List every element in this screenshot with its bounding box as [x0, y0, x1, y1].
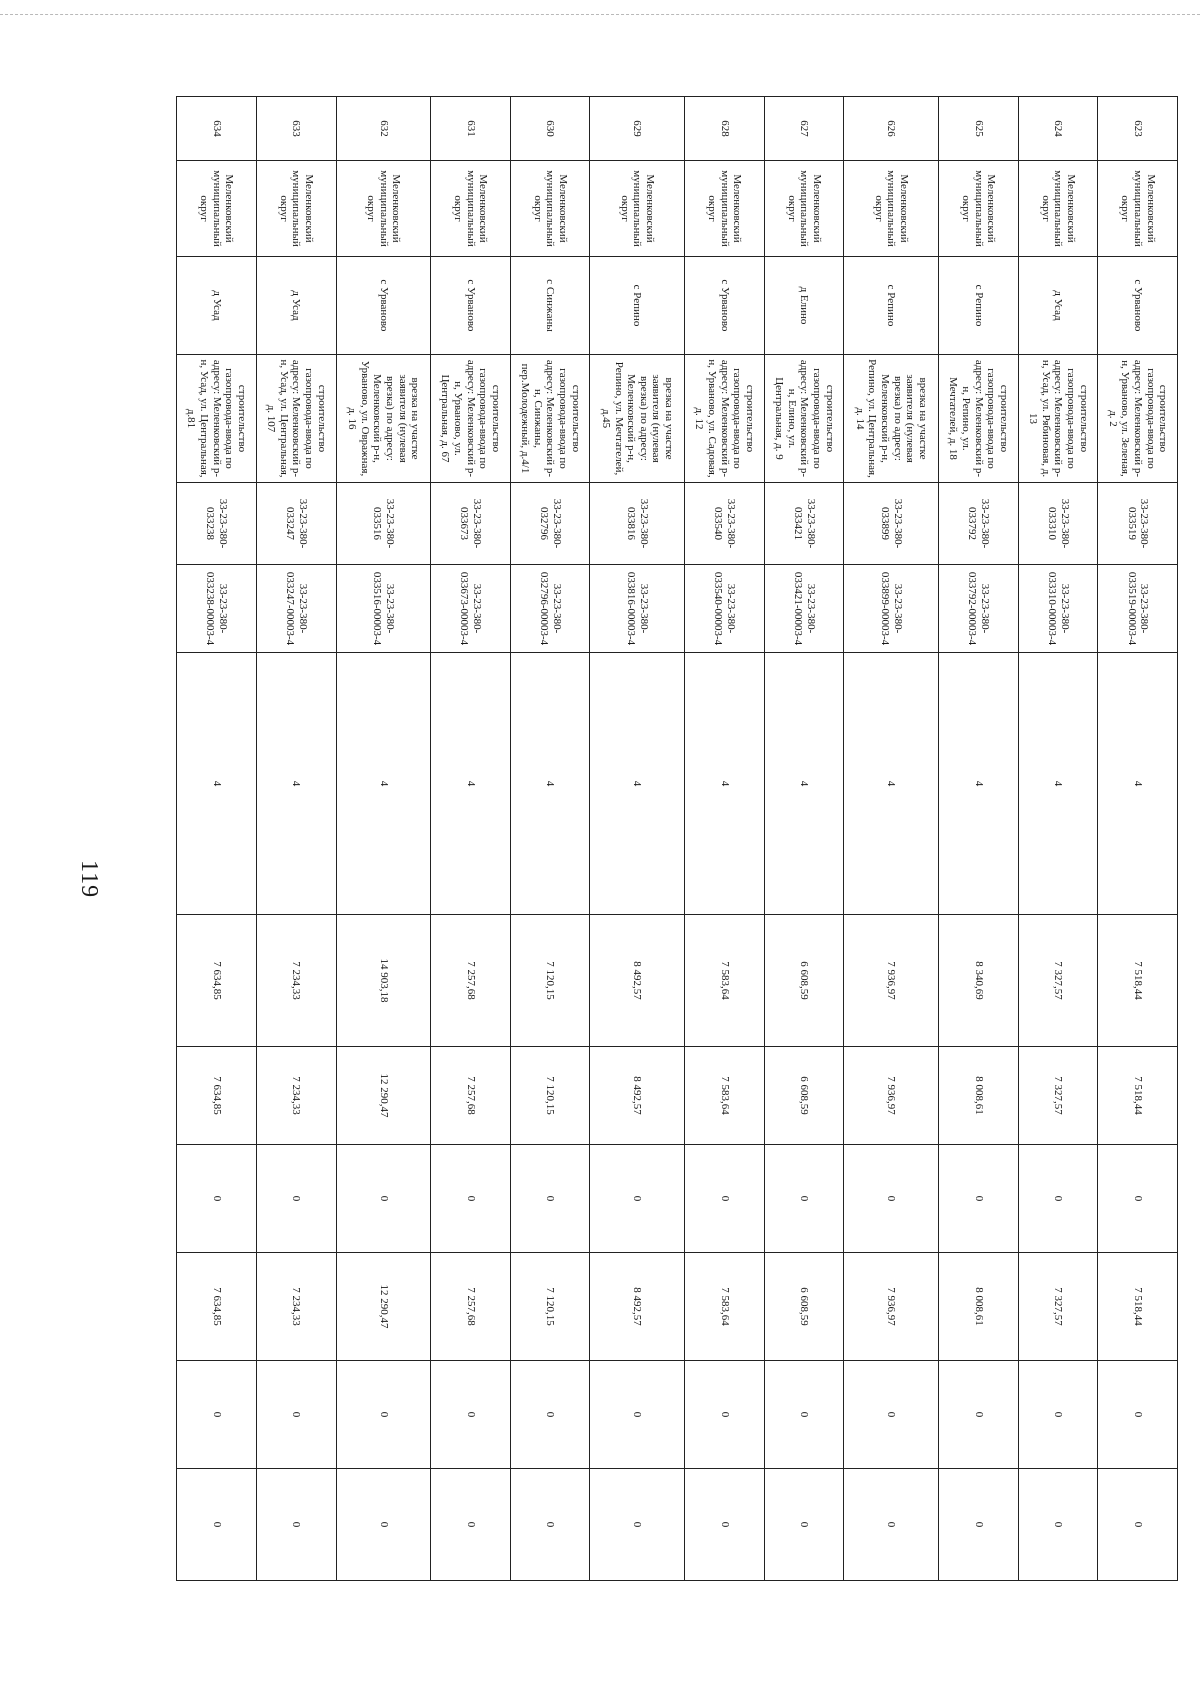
value-1-cell: 7 120,15 — [510, 915, 590, 1047]
table-row — [431, 97, 511, 1581]
value-5-cell: 0 — [938, 1361, 1018, 1469]
value-3-cell: 0 — [431, 1145, 511, 1253]
value-5-cell: 0 — [177, 1361, 257, 1469]
value-3-cell: 0 — [256, 1145, 336, 1253]
value-2-cell: 7 936,97 — [844, 1047, 938, 1145]
municipality-cell: Меленковский муниципальный округ — [764, 161, 844, 257]
object-id-cell: 33-23-380-033516-00003-4 — [336, 565, 430, 653]
value-2-cell: 7 234,33 — [256, 1047, 336, 1145]
work-description-cell: строительство газопровода-ввода по адресу: Меленковский р-н, Урваново, ул. Центральная, д. 67 — [431, 355, 511, 483]
value-3-cell: 0 — [336, 1145, 430, 1253]
value-4-cell: 7 234,33 — [256, 1253, 336, 1361]
table-row — [256, 97, 336, 1581]
value-3-cell: 0 — [684, 1145, 764, 1253]
value-2-cell: 7 257,68 — [431, 1047, 511, 1145]
table-row — [510, 97, 590, 1581]
object-code-cell: 33-23-380-033421 — [764, 483, 844, 565]
object-id-cell: 33-23-380-032796-00003-4 — [510, 565, 590, 653]
municipality-cell: Меленковский муниципальный округ — [256, 161, 336, 257]
row-number-cell: 624 — [1018, 97, 1098, 161]
table-row — [590, 97, 684, 1581]
municipality-cell: Меленковский муниципальный округ — [177, 161, 257, 257]
row-number-cell: 630 — [510, 97, 590, 161]
value-4-cell: 7 327,57 — [1018, 1253, 1098, 1361]
work-description-cell: врезка на участке заявителя (нулевая врезка) по адресу: Меленковский р-н, Репино, ул. Мечтателей, д.45 — [590, 355, 684, 483]
object-id-cell: 33-23-380-033899-00003-4 — [844, 565, 938, 653]
object-code-cell: 33-23-380-033238 — [177, 483, 257, 565]
value-5-cell: 0 — [1098, 1361, 1178, 1469]
value-2-cell: 7 634,85 — [177, 1047, 257, 1145]
value-4-cell: 12 290,47 — [336, 1253, 430, 1361]
value-2-cell: 8 492,57 — [590, 1047, 684, 1145]
row-number-cell: 631 — [431, 97, 511, 161]
object-code-cell: 33-23-380-033816 — [590, 483, 684, 565]
value-4-cell: 6 608,59 — [764, 1253, 844, 1361]
value-1-cell: 7 583,64 — [684, 915, 764, 1047]
table-row — [844, 97, 938, 1581]
category-cell: 4 — [336, 653, 430, 915]
table-wrapper — [176, 96, 1178, 1580]
value-3-cell: 0 — [1098, 1145, 1178, 1253]
value-4-cell: 8 492,57 — [590, 1253, 684, 1361]
value-3-cell: 0 — [1018, 1145, 1098, 1253]
row-number-cell: 628 — [684, 97, 764, 161]
category-cell: 4 — [431, 653, 511, 915]
object-code-cell: 33-23-380-033792 — [938, 483, 1018, 565]
page-number: 119 — [76, 860, 102, 899]
settlement-cell: с Синжаны — [510, 257, 590, 355]
value-2-cell: 7 120,15 — [510, 1047, 590, 1145]
value-6-cell: 0 — [256, 1469, 336, 1581]
object-code-cell: 33-23-380-033247 — [256, 483, 336, 565]
value-5-cell: 0 — [510, 1361, 590, 1469]
value-1-cell: 7 234,33 — [256, 915, 336, 1047]
scan-edge-line — [0, 14, 1200, 15]
settlement-cell: с Урваново — [684, 257, 764, 355]
value-2-cell: 7 583,64 — [684, 1047, 764, 1145]
table-row — [764, 97, 844, 1581]
row-number-cell: 633 — [256, 97, 336, 161]
row-number-cell: 625 — [938, 97, 1018, 161]
value-3-cell: 0 — [177, 1145, 257, 1253]
value-6-cell: 0 — [938, 1469, 1018, 1581]
category-cell: 4 — [684, 653, 764, 915]
value-6-cell: 0 — [336, 1469, 430, 1581]
value-6-cell: 0 — [1098, 1469, 1178, 1581]
table-row — [1098, 97, 1178, 1581]
work-description-cell: строительство газопровода-ввода по адресу: Меленковский р-н, Елино, ул. Центральная, д. 9 — [764, 355, 844, 483]
rotated-table-container — [176, 96, 1178, 1580]
settlement-cell: с Урваново — [336, 257, 430, 355]
category-cell: 4 — [938, 653, 1018, 915]
value-3-cell: 0 — [844, 1145, 938, 1253]
value-6-cell: 0 — [177, 1469, 257, 1581]
object-id-cell: 33-23-380-033310-00003-4 — [1018, 565, 1098, 653]
object-id-cell: 33-23-380-033673-00003-4 — [431, 565, 511, 653]
work-description-cell: строительство газопровода-ввода по адресу: Меленковский р-н, Усад, ул. Рябиновая, д. 13 — [1018, 355, 1098, 483]
value-6-cell: 0 — [764, 1469, 844, 1581]
category-cell: 4 — [510, 653, 590, 915]
value-5-cell: 0 — [844, 1361, 938, 1469]
value-4-cell: 8 008,61 — [938, 1253, 1018, 1361]
settlement-cell: д Усад — [1018, 257, 1098, 355]
settlement-cell: д Елино — [764, 257, 844, 355]
value-4-cell: 7 634,85 — [177, 1253, 257, 1361]
value-5-cell: 0 — [764, 1361, 844, 1469]
value-1-cell: 7 634,85 — [177, 915, 257, 1047]
table-row — [938, 97, 1018, 1581]
value-6-cell: 0 — [844, 1469, 938, 1581]
object-id-cell: 33-23-380-033247-00003-4 — [256, 565, 336, 653]
municipality-cell: Меленковский муниципальный округ — [510, 161, 590, 257]
category-cell: 4 — [177, 653, 257, 915]
municipality-cell: Меленковский муниципальный округ — [336, 161, 430, 257]
row-number-cell: 629 — [590, 97, 684, 161]
category-cell: 4 — [1098, 653, 1178, 915]
work-description-cell: строительство газопровода-ввода по адресу: Меленковский р-н, Репино, ул. Мечтателей, д. 18 — [938, 355, 1018, 483]
row-number-cell: 634 — [177, 97, 257, 161]
category-cell: 4 — [764, 653, 844, 915]
work-description-cell: врезка на участке заявителя (нулевая врезка) по адресу: Меленковский р-н, Урваново, ул. Овражная, д. 16 — [336, 355, 430, 483]
object-id-cell: 33-23-380-033519-00003-4 — [1098, 565, 1178, 653]
value-2-cell: 7 518,44 — [1098, 1047, 1178, 1145]
value-1-cell: 7 936,97 — [844, 915, 938, 1047]
value-1-cell: 7 257,68 — [431, 915, 511, 1047]
work-description-cell: строительство газопровода-ввода по адресу: Меленковский р-н, Усад, ул. Центральная, д. 107 — [256, 355, 336, 483]
table-row — [1018, 97, 1098, 1581]
table-row — [177, 97, 257, 1581]
object-code-cell: 33-23-380-033310 — [1018, 483, 1098, 565]
value-6-cell: 0 — [510, 1469, 590, 1581]
table-row — [684, 97, 764, 1581]
value-6-cell: 0 — [1018, 1469, 1098, 1581]
value-6-cell: 0 — [431, 1469, 511, 1581]
value-2-cell: 12 290,47 — [336, 1047, 430, 1145]
settlement-cell: с Урваново — [431, 257, 511, 355]
object-id-cell: 33-23-380-033816-00003-4 — [590, 565, 684, 653]
row-number-cell: 627 — [764, 97, 844, 161]
municipality-cell: Меленковский муниципальный округ — [938, 161, 1018, 257]
object-id-cell: 33-23-380-033421-00003-4 — [764, 565, 844, 653]
value-4-cell: 7 257,68 — [431, 1253, 511, 1361]
value-5-cell: 0 — [431, 1361, 511, 1469]
object-id-cell: 33-23-380-033540-00003-4 — [684, 565, 764, 653]
value-2-cell: 6 608,59 — [764, 1047, 844, 1145]
category-cell: 4 — [590, 653, 684, 915]
value-5-cell: 0 — [590, 1361, 684, 1469]
row-number-cell: 632 — [336, 97, 430, 161]
municipality-cell: Меленковский муниципальный округ — [590, 161, 684, 257]
settlement-cell: с Репино — [590, 257, 684, 355]
category-cell: 4 — [256, 653, 336, 915]
object-code-cell: 33-23-380-033899 — [844, 483, 938, 565]
work-description-cell: строительство газопровода-ввода по адресу: Меленковский р-н, Урваново, ул. Зеленая, д. 2 — [1098, 355, 1178, 483]
object-code-cell: 33-23-380-033519 — [1098, 483, 1178, 565]
value-3-cell: 0 — [590, 1145, 684, 1253]
work-description-cell: строительство газопровода-ввода по адресу: Меленковский р-н, Синжаны, пер.Молодежный, д.4/1 — [510, 355, 590, 483]
work-description-cell: строительство газопровода-ввода по адресу: Меленковский р-н, Урваново, ул. Садовая, д. 12 — [684, 355, 764, 483]
category-cell: 4 — [844, 653, 938, 915]
value-3-cell: 0 — [938, 1145, 1018, 1253]
value-4-cell: 7 518,44 — [1098, 1253, 1178, 1361]
row-number-cell: 623 — [1098, 97, 1178, 161]
settlement-cell: с Репино — [938, 257, 1018, 355]
work-description-cell: строительство газопровода-ввода по адресу: Меленковский р-н, Усад, ул. Центральная, д.81 — [177, 355, 257, 483]
value-6-cell: 0 — [590, 1469, 684, 1581]
value-6-cell: 0 — [684, 1469, 764, 1581]
value-4-cell: 7 583,64 — [684, 1253, 764, 1361]
object-code-cell: 33-23-380-033516 — [336, 483, 430, 565]
object-id-cell: 33-23-380-033238-00003-4 — [177, 565, 257, 653]
municipality-cell: Меленковский муниципальный округ — [1018, 161, 1098, 257]
category-cell: 4 — [1018, 653, 1098, 915]
value-2-cell: 8 008,61 — [938, 1047, 1018, 1145]
object-code-cell: 33-23-380-032796 — [510, 483, 590, 565]
value-5-cell: 0 — [1018, 1361, 1098, 1469]
value-1-cell: 7 518,44 — [1098, 915, 1178, 1047]
value-2-cell: 7 327,57 — [1018, 1047, 1098, 1145]
row-number-cell: 626 — [844, 97, 938, 161]
value-3-cell: 0 — [510, 1145, 590, 1253]
object-code-cell: 33-23-380-033540 — [684, 483, 764, 565]
object-id-cell: 33-23-380-033792-00003-4 — [938, 565, 1018, 653]
settlement-cell: д Усад — [256, 257, 336, 355]
value-5-cell: 0 — [256, 1361, 336, 1469]
value-1-cell: 6 608,59 — [764, 915, 844, 1047]
work-description-cell: врезка на участке заявителя (нулевая врезка) по адресу: Меленковский р-н, Репино, ул. Центральная, д. 14 — [844, 355, 938, 483]
registry-table — [176, 96, 1178, 1581]
table-row — [336, 97, 430, 1581]
municipality-cell: Меленковский муниципальный округ — [844, 161, 938, 257]
settlement-cell: с Репино — [844, 257, 938, 355]
value-5-cell: 0 — [336, 1361, 430, 1469]
value-4-cell: 7 936,97 — [844, 1253, 938, 1361]
value-5-cell: 0 — [684, 1361, 764, 1469]
value-3-cell: 0 — [764, 1145, 844, 1253]
municipality-cell: Меленковский муниципальный округ — [1098, 161, 1178, 257]
table-body — [177, 97, 1178, 1581]
value-4-cell: 7 120,15 — [510, 1253, 590, 1361]
value-1-cell: 7 327,57 — [1018, 915, 1098, 1047]
municipality-cell: Меленковский муниципальный округ — [684, 161, 764, 257]
municipality-cell: Меленковский муниципальный округ — [431, 161, 511, 257]
object-code-cell: 33-23-380-033673 — [431, 483, 511, 565]
settlement-cell: с Урваново — [1098, 257, 1178, 355]
value-1-cell: 8 340,69 — [938, 915, 1018, 1047]
settlement-cell: д Усад — [177, 257, 257, 355]
value-1-cell: 14 903,18 — [336, 915, 430, 1047]
value-1-cell: 8 492,57 — [590, 915, 684, 1047]
